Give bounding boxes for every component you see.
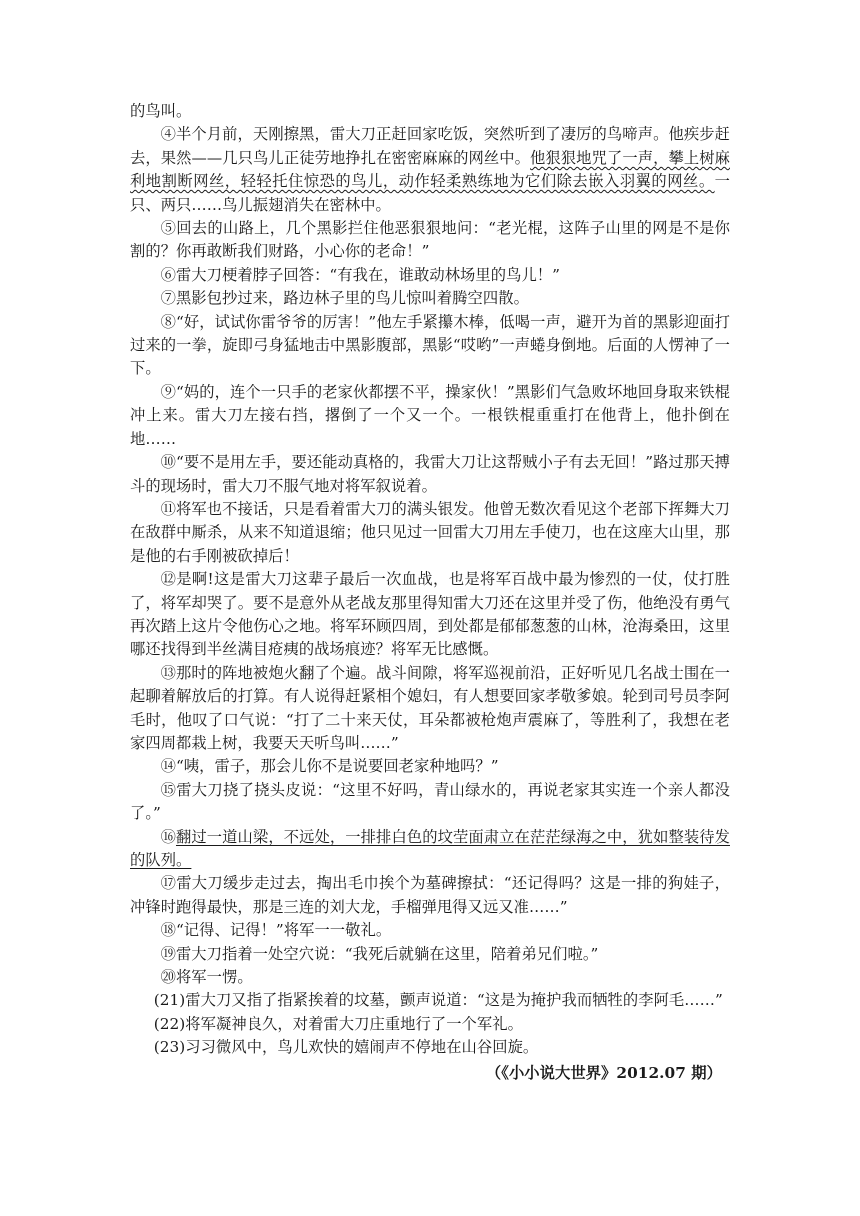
paragraph-4-tail: 一只、两只……鸟儿振翅消失在密林中。 [130,172,730,214]
paragraph-12: ⑫是啊!这是雷大刀这辈子最后一次血战，也是将军百战中最为惨烈的一仗，仗打胜了，将军却哭了。要不是意外从老战友那里得知雷大刀还在这里并受了伤，他绝没有勇气再次踏上这片令他伤心之地。将军环顾四周，到处都是郁郁葱葱的山林，沧海桑田，这里哪还找得到半丝满目疮痍的战场痕迹？将军无比感慨。 [130,570,730,659]
source-citation: （《小小说大世界》2012.07 期） [485,1063,722,1082]
paragraph-16 [130,826,730,873]
paragraph-15: ⑮雷大刀挠了挠头皮说：“这里不好吗，青山绿水的，再说老家其实连一个亲人都没了。” [130,780,730,823]
paragraph-7: ⑦黑影包抄过来，路边林子里的鸟儿惊叫着腾空四散。 [160,289,529,308]
paragraph-6: ⑥雷大刀梗着脖子回答：“有我在，谁敢动林场里的鸟儿！” [160,265,561,284]
paragraph-21: (21)雷大刀又指了指紧挨着的坟墓，颤声说道：“这是为掩护我而牺牲的李阿毛……” [153,991,723,1010]
paragraph-16-number: ⑯ [160,827,176,846]
paragraph-4-text: ④半个月前，天刚擦黑，雷大刀正赶回家吃饭，突然听到了凄厉的鸟啼声。他疾步赶去，果然——几只鸟儿正徒劳地挣扎在密密麻麻的网丝中。 [130,125,730,167]
paragraph-23: (23)习习微风中，鸟儿欢快的嬉闹声不停地在山谷回旋。 [153,1038,539,1057]
paragraph-9: ⑨“妈的，连个一只手的老家伙都摆不平，操家伙！”黑影们气急败坏地回身取来铁棍冲上来。雷大刀左接右挡，撂倒了一个又一个。一根铁棍重重打在他背上，他扑倒在地…… [130,382,730,448]
article [130,100,730,1085]
paragraph-16-underlined-sentence: 翻过一道山梁，不远处，一排排白色的坟茔面肃立在茫茫绿海之中，犹如整装待发的队列。 [130,827,730,869]
paragraph-4-underlined-sentence: 他狠狠地咒了一声，攀上树麻利地割断网丝，轻轻托住惊恐的鸟儿，动作轻柔熟练地为它们除去嵌入羽翼的网丝。 [130,148,730,191]
paragraph-5: ⑤回去的山路上，几个黑影拦住他恶狠狠地问：“老光棍，这阵子山里的网是不是你割的？你再敢断我们财路，小心你的老命！” [130,219,730,261]
paragraph-22: (22)将军凝神良久，对着雷大刀庄重地行了一个军礼。 [153,1014,523,1033]
paragraph-17: ⑰雷大刀缓步走过去，掏出毛巾挨个为墓碑擦拭：“还记得吗？这是一排的狗娃子，冲锋时跑得最快，那是三连的刘大龙，手榴弹甩得又远又准……” [130,874,730,916]
paragraph-8: ⑧“好，试试你雷爷爷的厉害！”他左手紧攥木棒，低喝一声，避开为首的黑影迎面打过来的一拳，旋即弓身猛地击中黑影腹部，黑影“哎哟”一声蜷身倒地。后面的人愣神了一下。 [130,312,730,378]
paragraph-10: ⑩“要不是用左手，要还能动真格的，我雷大刀让这帮贼小子有去无回！”路过那天搏斗的现场时，雷大刀不服气地对将军叙说着。 [130,453,730,495]
paragraph-13: ⑬那时的阵地被炮火翻了个遍。战斗间隙，将军巡视前沿，正好听见几名战士围在一起聊着解放后的打算。有人说得赶紧相个媳妇，有人想要回家孝敬爹娘。轮到司号员李阿毛时，他叹了口气说：“打了二十来天仗，耳朵都被枪炮声震麻了，等胜利了，我想在老家四周都栽上树，我要天天听鸟叫……” [130,663,730,752]
paragraph-20: ⑳将军一愣。 [160,968,253,987]
paragraph-0: 的鸟叫。 [130,102,192,120]
paragraph-4 [130,123,730,217]
paragraph-14: ⑭“咦，雷子，那会儿你不是说要回老家种地吗？” [160,757,499,776]
paragraph-11: ⑪将军也不接话，只是看着雷大刀的满头银发。他曾无数次看见这个老部下挥舞大刀在敌群中厮杀，从来不知道退缩；他只见过一回雷大刀用左手使刀，也在这座大山里，那是他的右手刚被砍掉后！ [130,499,730,565]
paragraph-19: ⑲雷大刀指着一处空穴说：“我死后就躺在这里，陪着弟兄们啦。” [160,944,599,963]
paragraph-18: ⑱“记得、记得！”将军一一敬礼。 [160,921,392,940]
